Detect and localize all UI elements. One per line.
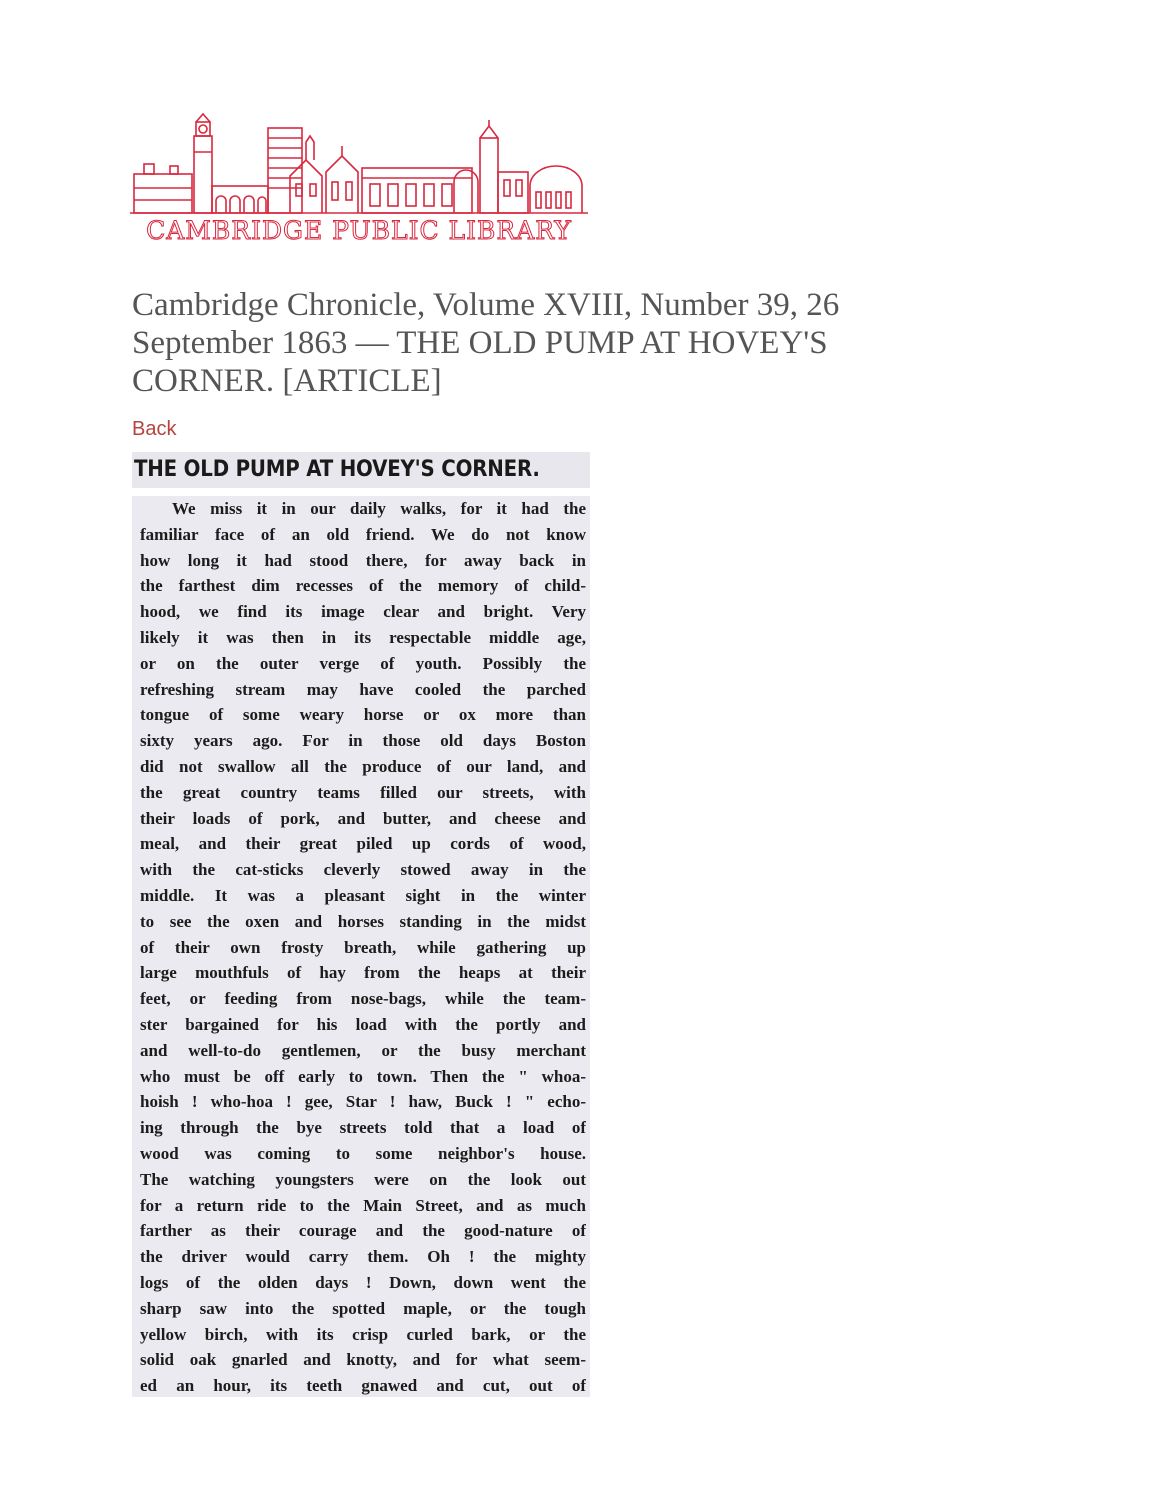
library-logo[interactable] (130, 112, 588, 248)
skyline-icon (130, 112, 588, 216)
article-line: logs of the olden days ! Down, down went the (140, 1272, 586, 1292)
article-line: the farthest dim recesses of the memory of child- (140, 576, 586, 596)
article-line: The watching youngsters were on the look out (140, 1169, 586, 1189)
article-headline: THE OLD PUMP AT HOVEY'S CORNER. (132, 452, 590, 488)
article-line: sixty years ago. For in those old days Boston (140, 731, 586, 751)
article-line: farther as their courage and the good-nature of (140, 1221, 586, 1241)
article-line: refreshing stream may have cooled the parched (140, 679, 586, 699)
article-line: with the cat-sticks cleverly stowed away in the (140, 860, 586, 880)
article-line: yellow birch, with its crisp curled bark, or the (140, 1324, 586, 1344)
article-line: hoish ! who-hoa ! gee, Star ! haw, Buck ! " echo- (140, 1092, 586, 1112)
article-line: the driver would carry them. Oh ! the mighty (140, 1247, 586, 1267)
article-line: of their own frosty breath, while gathering up (140, 937, 586, 957)
article-scan (132, 452, 590, 1397)
article-line: We miss it in our daily walks, for it had the (172, 499, 586, 518)
article-line: the great country teams filled our streets, with (140, 782, 586, 802)
article-line: how long it had stood there, for away back in (140, 550, 586, 570)
article-line: wood was coming to some neighbor's house. (140, 1143, 586, 1163)
article-line: familiar face of an old friend. We do not know (140, 524, 586, 544)
article-line: feet, or feeding from nose-bags, while the team- (140, 989, 586, 1009)
headline-divider (132, 488, 590, 496)
article-line: tongue of some weary horse or ox more than (140, 705, 586, 725)
article-line: to see the oxen and horses standing in the midst (140, 911, 586, 931)
article-line: sharp saw into the spotted maple, or the tough (140, 1298, 586, 1318)
article-line: and well-to-do gentlemen, or the busy merchant (140, 1040, 586, 1060)
article-line: hood, we find its image clear and bright. Very (140, 602, 586, 622)
article-line: did not swallow all the produce of our land, and (140, 756, 586, 776)
page-title: Cambridge Chronicle, Volume XVIII, Number 39, 26 September 1863 — THE OLD PUMP AT HOVEY'S CORNER. [ARTICLE] (132, 287, 840, 399)
article-line: middle. It was a pleasant sight in the winter (140, 885, 586, 905)
back-link[interactable]: Back (132, 418, 177, 440)
article-line: meal, and their great piled up cords of wood, (140, 834, 586, 854)
article-line: who must be off early to town. Then the " whoa- (140, 1066, 586, 1086)
article-line: their loads of pork, and butter, and cheese and (140, 808, 586, 828)
article-line: or on the outer verge of youth. Possibly the (140, 653, 586, 673)
article-body (140, 496, 586, 1397)
library-name: CAMBRIDGE PUBLIC LIBRARY (146, 216, 572, 245)
article-line: ed an hour, its teeth gnawed and cut, out of (140, 1376, 586, 1396)
article-line: ing through the bye streets told that a load of (140, 1118, 586, 1138)
article-line: large mouthfuls of hay from the heaps at their (140, 963, 586, 983)
article-line: ster bargained for his load with the portly and (140, 1014, 586, 1034)
article-line: for a return ride to the Main Street, and as much (140, 1195, 586, 1215)
article-line: likely it was then in its respectable middle age, (140, 627, 586, 647)
article-line: solid oak gnarled and knotty, and for what seem- (140, 1350, 586, 1370)
